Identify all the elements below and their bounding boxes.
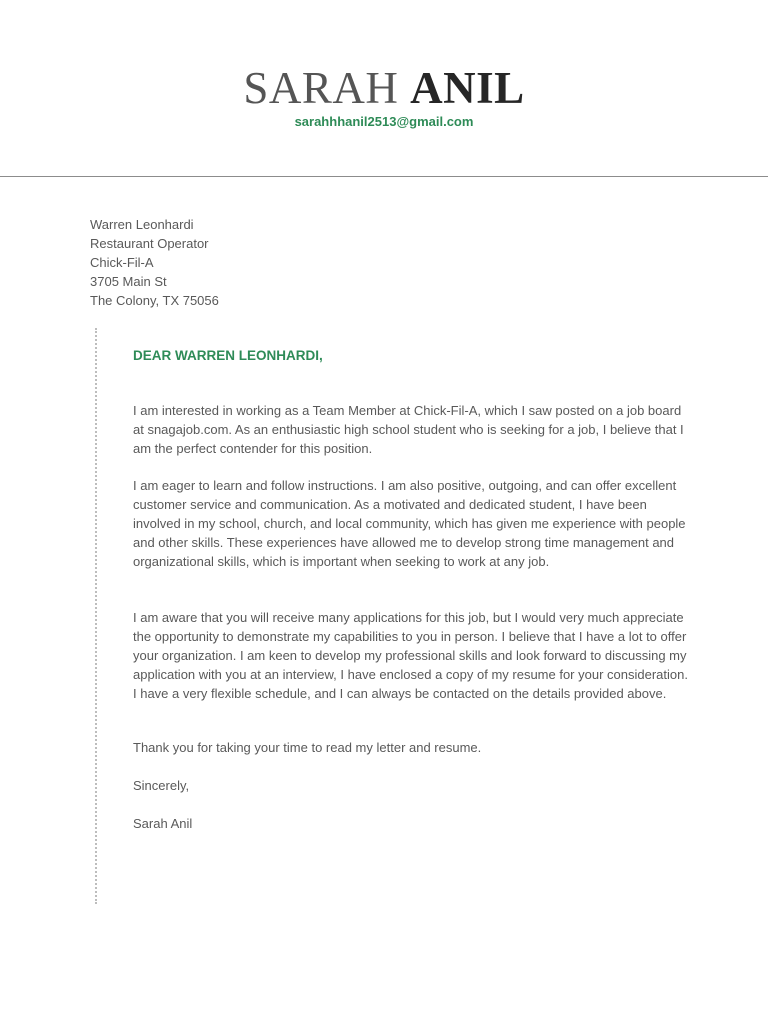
sender-last-name: ANIL [410,63,525,113]
recipient-name: Warren Leonhardi [90,217,194,232]
recipient-company: Chick-Fil-A [90,255,154,270]
letter-paragraph-4 [133,738,693,757]
letter-closing: Sincerely, [133,778,190,793]
recipient-city: The Colony, TX 75056 [90,293,219,308]
recipient-street: 3705 Main St [90,274,167,289]
letter-body [95,328,697,904]
letter-paragraph-2 [133,476,693,571]
paragraph-text: I am interested in working as a Team Member at Chick-Fil-A, which I saw posted on a job board at snagajob.com. As an enthusiastic high school student who is seeking for a job, I believe that I am the perfect contender for this position. [133,403,684,456]
sender-name [0,60,768,116]
paragraph-text: Thank you for taking your time to read my letter and resume. [133,740,482,755]
letter-signature: Sarah Anil [133,816,193,831]
sender-first-name: SARAH [243,63,399,113]
sender-email[interactable]: sarahhhanil2513@gmail.com [294,114,474,129]
letter-greeting: DEAR WARREN LEONHARDI, [133,348,323,363]
recipient-address [90,215,219,310]
recipient-title: Restaurant Operator [90,236,209,251]
paragraph-text: I am aware that you will receive many applications for this job, but I would very much appreciate the opportunity to demonstrate my capabilities to you in person. I believe that I have a lot to offer your organization. I am keen to develop my professional skills and look forward to discussing my application with you at an interview, I have enclosed a copy of my resume for your consideration. I have a very flexible schedule, and I can always be contacted on the details provided above. [133,610,688,701]
letter-paragraph-1 [133,401,693,458]
paragraph-text: I am eager to learn and follow instructions. I am also positive, outgoing, and can offer excellent customer service and communication. As a motivated and dedicated student, I have been involved in my school, church, and local community, which has given me experience with people and other skills. These experiences have allowed me to develop strong time management and organizational skills, which is important when seeking to work at any job. [133,478,686,569]
letterhead [0,0,768,178]
header-divider [0,176,768,177]
letter-paragraph-3 [133,608,693,703]
